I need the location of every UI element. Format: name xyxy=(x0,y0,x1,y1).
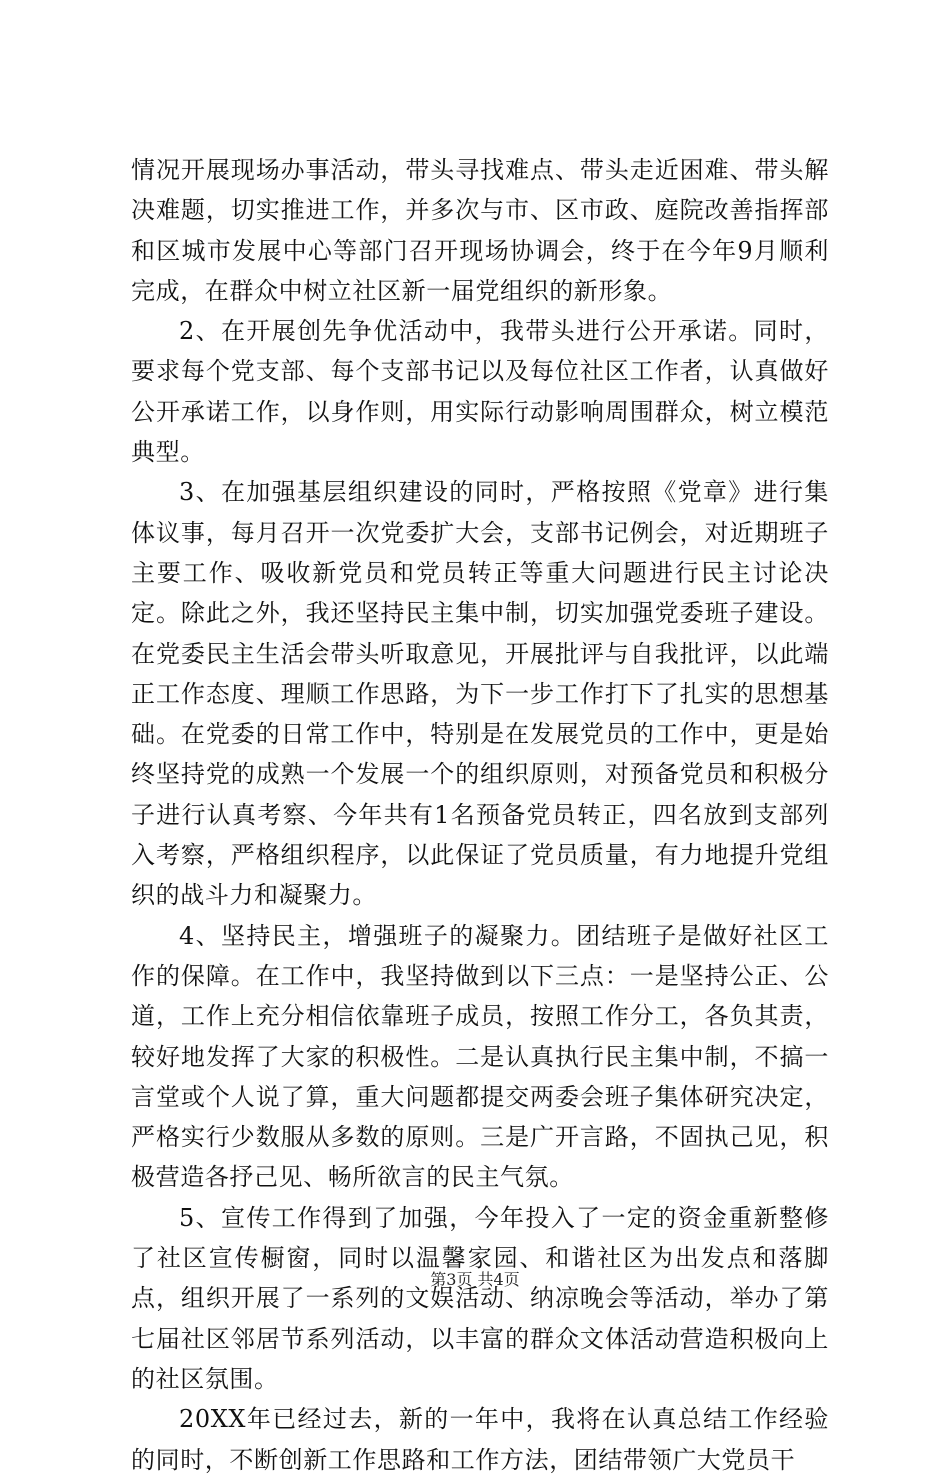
paragraph-item-5: 5、宣传工作得到了加强，今年投入了一定的资金重新整修了社区宣传橱窗，同时以温馨家园、和谐社区为出发点和落脚点，组织开展了一系列的文娱活动、纳凉晚会等活动，举办了第七届社区邻居节系列活动，以丰富的群众文体活动营造积极向上的社区氛围。 xyxy=(131,1203,829,1393)
paragraph-continuation: 情况开展现场办事活动，带头寻找难点、带头走近困难、带头解决难题，切实推进工作，并多次与市、区市政、庭院改善指挥部和区城市发展中心等部门召开现场协调会，终于在今年9月顺利完成，在群众中树立社区新一届党组织的新形象。 xyxy=(131,156,829,305)
paragraph-item-4: 4、坚持民主，增强班子的凝聚力。团结班子是做好社区工作的保障。在工作中，我坚持做到以下三点：一是坚持公正、公道，工作上充分相信依靠班子成员，按照工作分工，各负其责，较好地发挥了大家的积极性。二是认真执行民主集中制，不搞一言堂或个人说了算，重大问题都提交两委会班子集体研究决定，严格实行少数服从多数的原则。三是广开言路，不固执己见，积极营造各抒己见、畅所欲言的民主气氛。 xyxy=(131,921,829,1192)
paragraph-item-3: 3、在加强基层组织建设的同时，严格按照《党章》进行集体议事，每月召开一次党委扩大会，支部书记例会，对近期班子主要工作、吸收新党员和党员转正等重大问题进行民主讨论决定。除此之外，我还坚持民主集中制，切实加强党委班子建设。在党委民主生活会带头听取意见，开展批评与自我批评，以此端正工作态度、理顺工作思路，为下一步工作打下了扎实的思想基础。在党委的日常工作中，特别是在发展党员的工作中，更是始终坚持党的成熟一个发展一个的组织原则，对预备党员和积极分子进行认真考察、今年共有1名预备党员转正，四名放到支部列入考察，严格组织程序，以此保证了党员质量，有力地提升党组织的战斗力和凝聚力。 xyxy=(131,478,829,910)
page-number-footer: 第3页 共4页 xyxy=(430,1270,520,1289)
paragraph-item-2: 2、在开展创先争优活动中，我带头进行公开承诺。同时，要求每个党支部、每个支部书记以及每位社区工作者，认真做好公开承诺工作，以身作则，用实际行动影响周围群众，树立模范典型。 xyxy=(131,317,829,467)
paragraph-conclusion: 20XX年已经过去，新的一年中，我将在认真总结工作经验的同时，不断创新工作思路和工作方法，团结带领广大党员干 xyxy=(131,1405,829,1474)
